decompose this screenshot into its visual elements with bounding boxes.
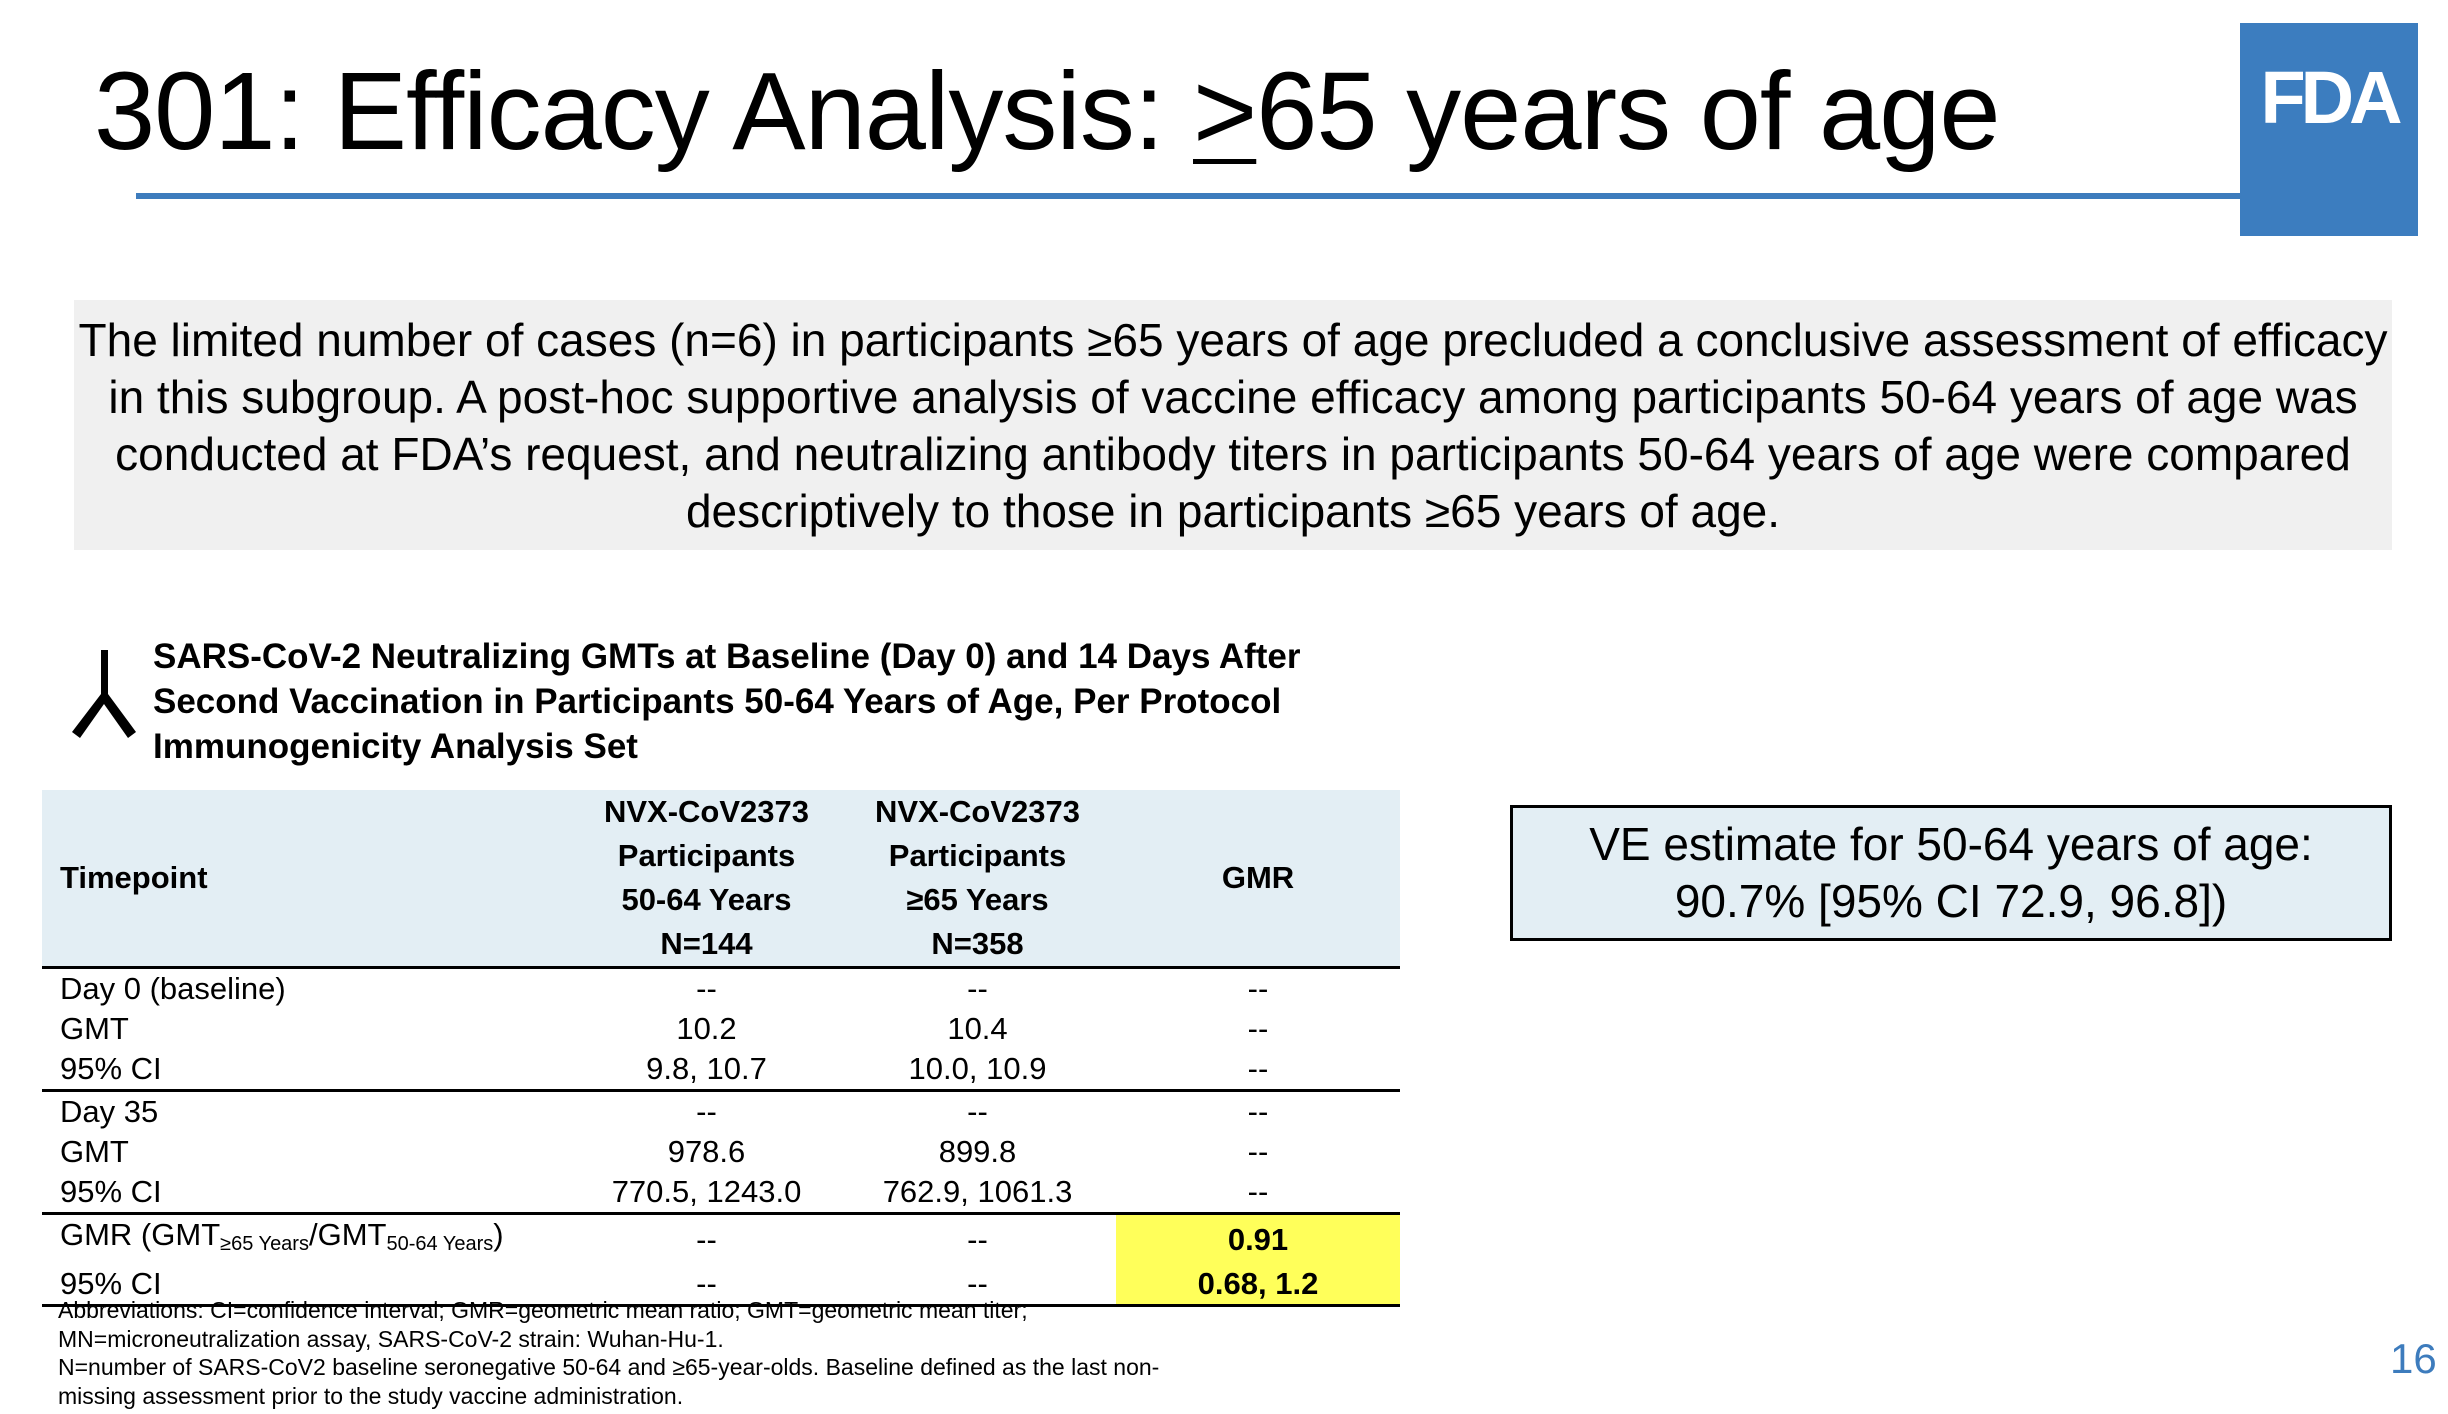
cell-65-plus: 899.8 xyxy=(938,1134,1017,1169)
table-row xyxy=(42,1009,1400,1049)
footnote-line: Abbreviations: CI=confidence interval; GMR=geometric mean ratio; GMT=geometric mean titer; xyxy=(58,1297,1028,1323)
table-row xyxy=(42,1214,1400,1265)
ve-estimate-value: 90.7% [95% CI 72.9, 96.8]) xyxy=(1674,875,2228,927)
gmr-label-sub: ≥65 Years xyxy=(220,1233,309,1255)
header-timepoint: Timepoint xyxy=(42,790,574,968)
cell-50-64: 770.5, 1243.0 xyxy=(574,1172,839,1214)
row-label: GMT xyxy=(60,1134,129,1169)
header-line: Participants xyxy=(617,838,796,873)
cell-65-plus: -- xyxy=(967,971,988,1006)
row-label: Day 35 xyxy=(60,1094,159,1129)
cell-50-64: -- xyxy=(696,971,717,1006)
antibody-icon xyxy=(68,648,140,740)
row-label: 95% CI xyxy=(42,1049,574,1091)
row-label: 95% CI xyxy=(42,1172,574,1214)
table-header-row xyxy=(42,790,1400,968)
cell-50-64: 978.6 xyxy=(667,1134,746,1169)
header-col-65-plus xyxy=(839,790,1116,968)
table-row xyxy=(42,1172,1400,1214)
cell-gmr: -- xyxy=(1247,971,1269,1006)
row-label: GMT xyxy=(60,1011,129,1046)
cell-gmr: -- xyxy=(1116,1049,1400,1091)
table-row xyxy=(42,968,1400,1010)
gmr-label-part: GMR (GMT xyxy=(60,1217,221,1252)
cell-50-64: 9.8, 10.7 xyxy=(574,1049,839,1091)
gmr-label-part: /GMT xyxy=(308,1217,387,1252)
ve-estimate-box xyxy=(1510,805,2392,941)
table-row xyxy=(42,1091,1400,1133)
cell-65-plus: -- xyxy=(839,1264,1116,1306)
title-prefix: 301: Efficacy Analysis: xyxy=(94,50,1193,173)
cell-gmr: -- xyxy=(1247,1094,1269,1129)
footnote-line: MN=microneutralization assay, SARS-CoV-2 strain: Wuhan-Hu-1. xyxy=(58,1325,724,1352)
footnote-line: N=number of SARS-CoV2 baseline seronegative 50-64 and ≥65-year-olds. Baseline defined as the last non- xyxy=(58,1354,1160,1380)
header-gmr: GMR xyxy=(1116,790,1400,968)
fda-logo: FDA xyxy=(2240,23,2418,236)
table-title: SARS-CoV-2 Neutralizing GMTs at Baseline (Day 0) and 14 Days After Second Vaccination in Participants 50-64 Years of Age, Per Protocol Immunogenicity Analysis Set xyxy=(153,637,1301,766)
cell-65-plus: 10.4 xyxy=(947,1011,1008,1046)
title-underlined-symbol: > xyxy=(1193,50,1257,173)
header-col-50-64 xyxy=(574,790,839,968)
table-row xyxy=(42,1049,1400,1091)
cell-gmr: -- xyxy=(1247,1134,1269,1169)
page-number: 16 xyxy=(2390,1335,2437,1382)
header-line: 50-64 Years xyxy=(621,882,792,917)
cell-50-64: 10.2 xyxy=(676,1011,737,1046)
cell-50-64: -- xyxy=(696,1221,717,1257)
row-label: Day 0 (baseline) xyxy=(60,971,286,1006)
cell-50-64: -- xyxy=(696,1094,717,1129)
header-line: ≥65 Years xyxy=(906,882,1049,917)
cell-50-64: -- xyxy=(574,1264,839,1306)
page-title xyxy=(94,52,2000,172)
gmt-table xyxy=(42,790,1400,1307)
row-label-gmr xyxy=(42,1214,574,1265)
cell-65-plus: 762.9, 1061.3 xyxy=(839,1172,1116,1214)
table-footnote xyxy=(58,1296,1318,1410)
cell-65-plus: -- xyxy=(967,1094,988,1129)
header-line: N=144 xyxy=(660,926,753,961)
header-line: NVX-CoV2373 xyxy=(874,794,1081,829)
cell-gmr-highlight: 0.68, 1.2 xyxy=(1116,1264,1400,1306)
row-label: 95% CI xyxy=(42,1264,574,1306)
title-divider xyxy=(136,193,2240,199)
header-line: Participants xyxy=(888,838,1067,873)
header-line: NVX-CoV2373 xyxy=(603,794,810,829)
summary-text: The limited number of cases (n=6) in participants ≥65 years of age precluded a conclusive assessment of efficacy in this subgroup. A post-hoc supportive analysis of vaccine efficacy among participants 50-64 years of age was conducted at FDA’s request, and neutralizing antibody titers in participants 50-64 years of age were compared descriptively to those in participants ≥65 years of age. xyxy=(74,300,2392,550)
title-suffix: 65 years of age xyxy=(1256,50,2000,173)
cell-65-plus: -- xyxy=(967,1221,988,1257)
gmr-label-part: ) xyxy=(493,1217,504,1252)
footnote-line: missing assessment prior to the study vaccine administration. xyxy=(58,1382,684,1409)
cell-65-plus: 10.0, 10.9 xyxy=(839,1049,1116,1091)
gmr-label-sub: 50-64 Years xyxy=(386,1233,494,1255)
table-row xyxy=(42,1132,1400,1172)
ve-estimate-line: VE estimate for 50-64 years of age: xyxy=(1589,818,2313,870)
cell-gmr-highlight: 0.91 xyxy=(1116,1214,1400,1265)
cell-gmr: -- xyxy=(1116,1172,1400,1214)
header-line: N=358 xyxy=(931,926,1024,961)
cell-gmr: -- xyxy=(1247,1011,1269,1046)
